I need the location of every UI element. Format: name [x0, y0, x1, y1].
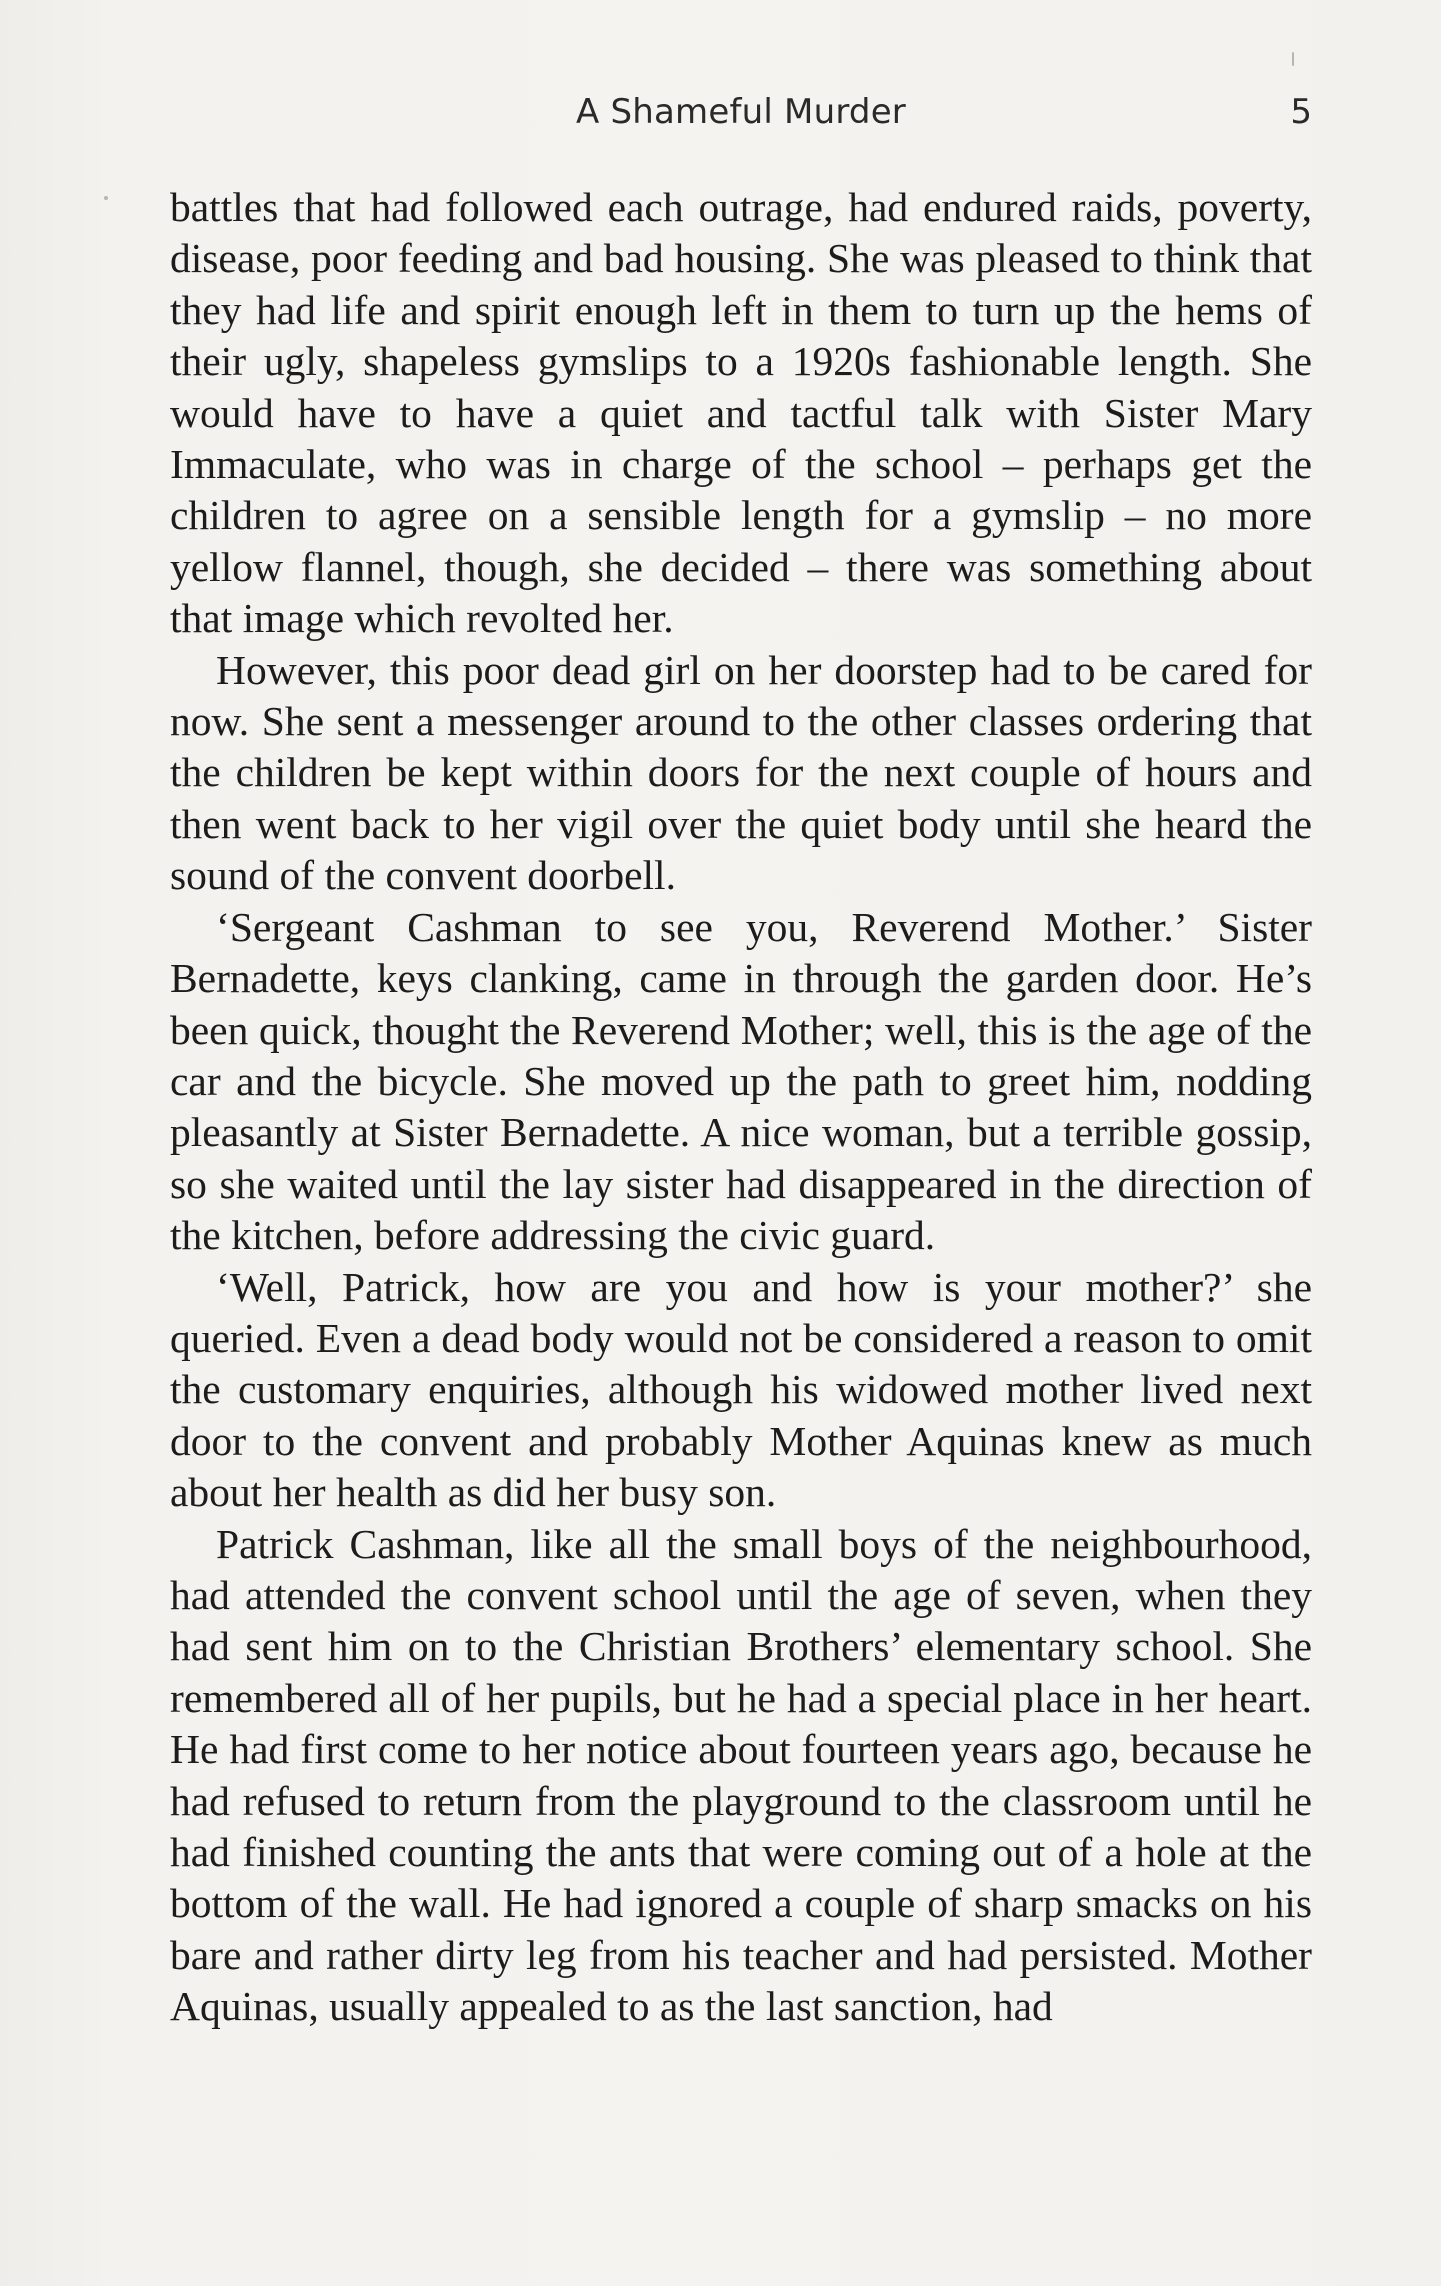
paragraph-5: Patrick Cashman, like all the small boys of the neighbourhood, had attended the convent school until the age of seven, when they had sent him on to the Christian Brothers’ elementary school. She remembered all of her pupils, but he had a special place in her heart. He had first come to her notice about fourteen years ago, because he had refused to return from the playground to the classroom until he had finished counting the ants that were coming out of a hole at the bottom of the wall. He had ignored a couple of sharp smacks on his bare and rather dirty leg from his teacher and had persisted. Mother Aquinas, usually appealed to as the last sanction, had [170, 1520, 1312, 2030]
paragraph-3: ‘Sergeant Cashman to see you, Reverend Mother.’ Sister Bernadette, keys clanking, came in through the garden door. He’s been quick, thought the Reverend Mother; well, this is the age of the car and the bicycle. She moved up the path to greet him, nodding pleasantly at Sister Bernadette. A nice woman, but a terrible gossip, so she waited until the lay sister had disappeared in the direction of the kitchen, before addressing the civic guard. [170, 903, 1312, 1259]
running-header [170, 92, 1312, 146]
paragraph-1: battles that had followed each outrage, had endured raids, poverty, disease, poor feeding and bad housing. She was pleased to think that they had life and spirit enough left in them to turn up the hems of their ugly, shapeless gymslips to a 1920s fashionable length. She would have to have a quiet and tactful talk with Sister Mary Immaculate, who was in charge of the school – perhaps get the children to agree on a sensible length for a gymslip – no more yellow flannel, though, she decided – there was something about that image which revolted her. [170, 184, 1312, 642]
running-title: A Shameful Murder [576, 92, 906, 132]
body-text [170, 182, 1312, 2033]
page-number: 5 [1290, 92, 1312, 132]
paragraph-2: However, this poor dead girl on her doorstep had to be cared for now. She sent a messenger around to the other classes ordering that the children be kept within doors for the next couple of hours and then went back to her vigil over the quiet body until she heard the sound of the convent doorbell. [170, 646, 1312, 899]
paper-speck [104, 196, 108, 200]
paragraph-4: ‘Well, Patrick, how are you and how is your mother?’ she queried. Even a dead body would not be considered a reason to omit the customary enquiries, although his widowed mother lived next door to the convent and probably Mother Aquinas knew as much about her health as did her busy son. [170, 1263, 1312, 1516]
paper-speck [1292, 52, 1294, 66]
